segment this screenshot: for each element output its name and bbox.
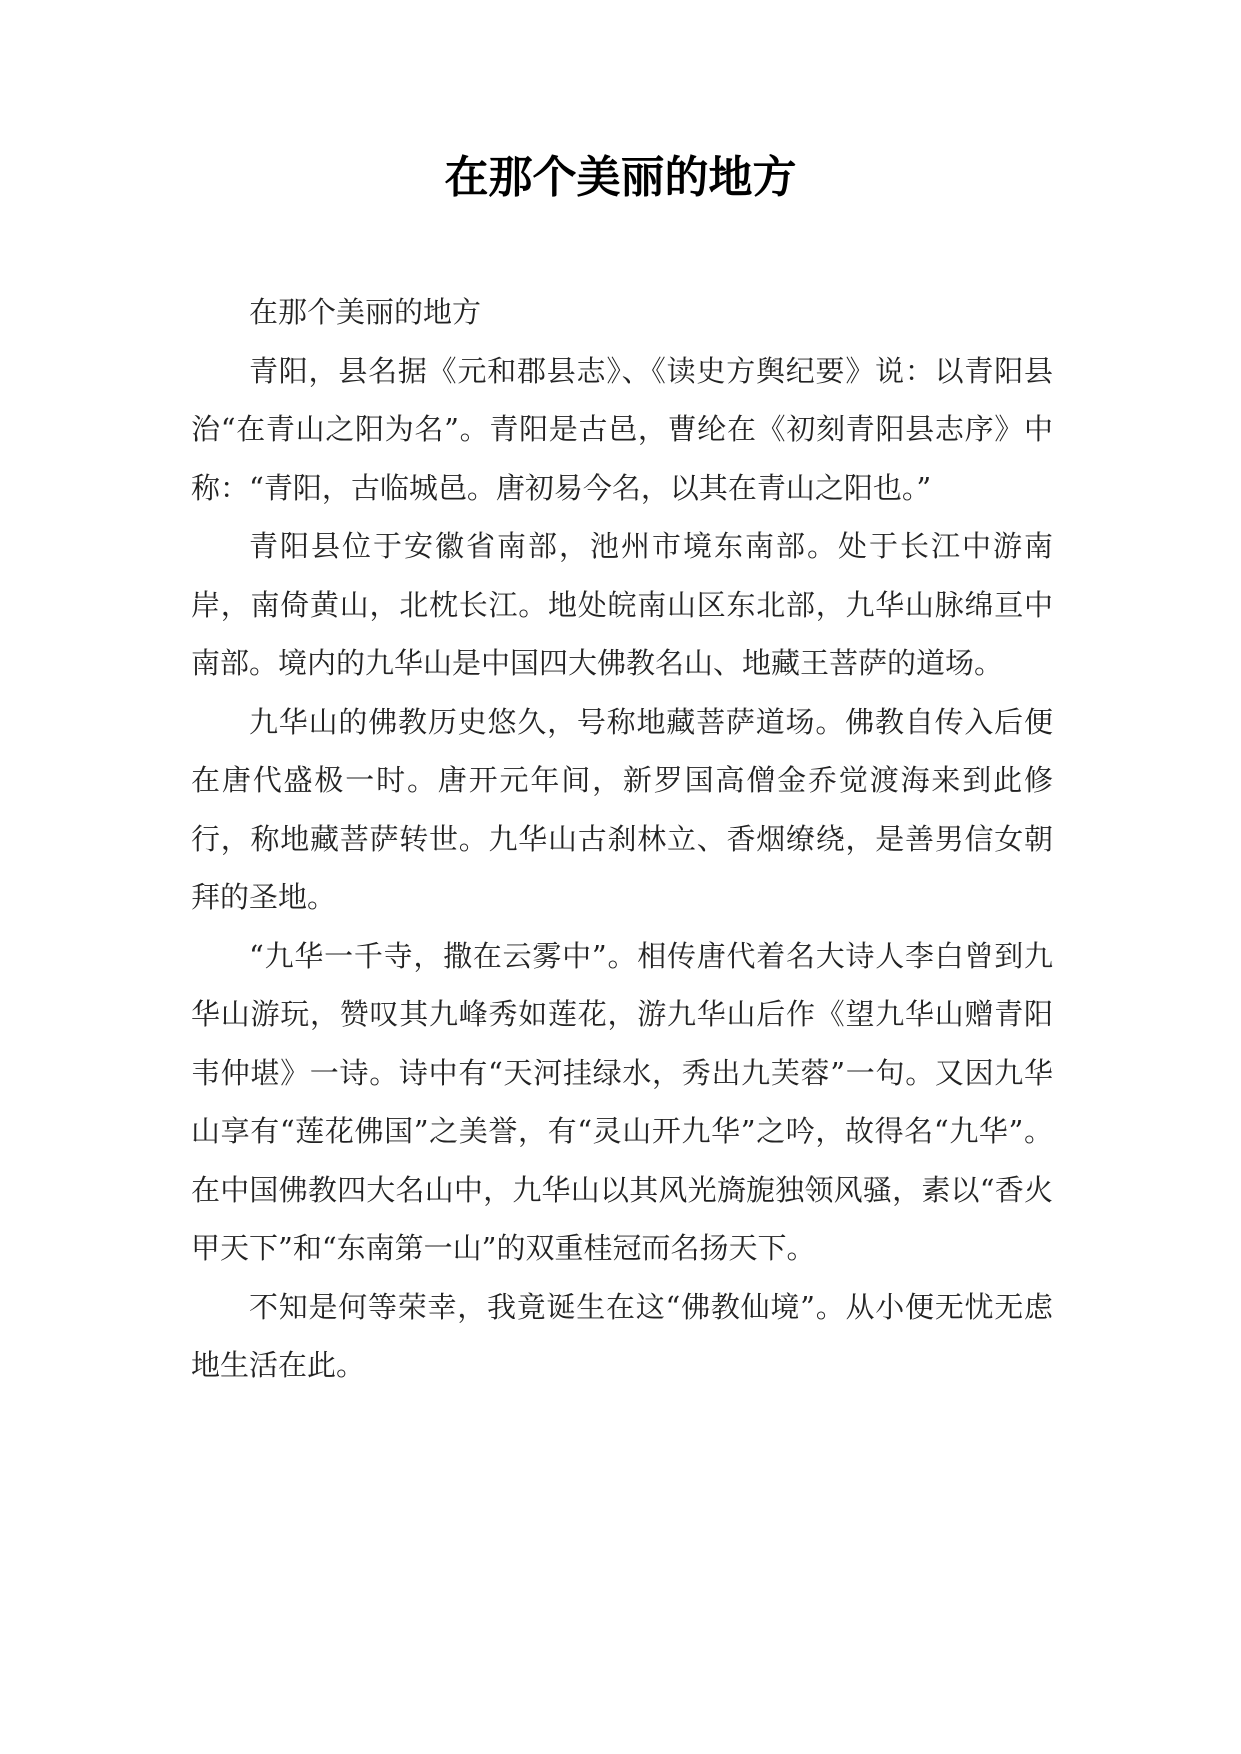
paragraph-birthplace: 不知是何等荣幸，我竟诞生在这“佛教仙境”。从小便无忧无虑地生活在此。 [191,1289,1053,1382]
document-title: 在那个美丽的地方 [444,152,797,203]
paragraph-jiuhua-name: “九华一千寺，撒在云雾中”。相传唐代着名大诗人李白曾到九华山游玩，赞叹其九峰秀如莲花，游九华山后作《望九华山赠青阳韦仲堪》一诗。诗中有“天河挂绿水，秀出九芙蓉”一句。又因九华山享有“莲花佛国”之美誉，有“灵山开九华”之吟，故得名“九华”。在中国佛教四大名山中，九华山以其风光旖旎独领风骚，素以“香火甲天下”和“东南第一山”的双重桂冠而名扬天下。 [191,938,1053,1265]
paragraph-subtitle: 在那个美丽的地方 [249,295,482,329]
document-body [191,283,1053,1395]
paragraph-buddhism-history: 九华山的佛教历史悠久，号称地藏菩萨道场。佛教自传入后便在唐代盛极一时。唐开元年间，新罗国高僧金乔觉渡海来到此修行，称地藏菩萨转世。九华山古刹林立、香烟缭绕，是善男信女朝拜的圣地。 [191,704,1053,914]
paragraph-location: 青阳县位于安徽省南部，池州市境东南部。处于长江中游南岸，南倚黄山，北枕长江。地处皖南山区东北部，九华山脉绵亘中南部。境内的九华山是中国四大佛教名山、地藏王菩萨的道场。 [191,529,1053,680]
paragraph-name-origin: 青阳，县名据《元和郡县志》、《读史方舆纪要》说：以青阳县治“在青山之阳为名”。青阳是古邑，曹纶在《初刻青阳县志序》中称：“青阳，古临城邑。唐初易今名，以其在青山之阳也。” [191,353,1053,505]
